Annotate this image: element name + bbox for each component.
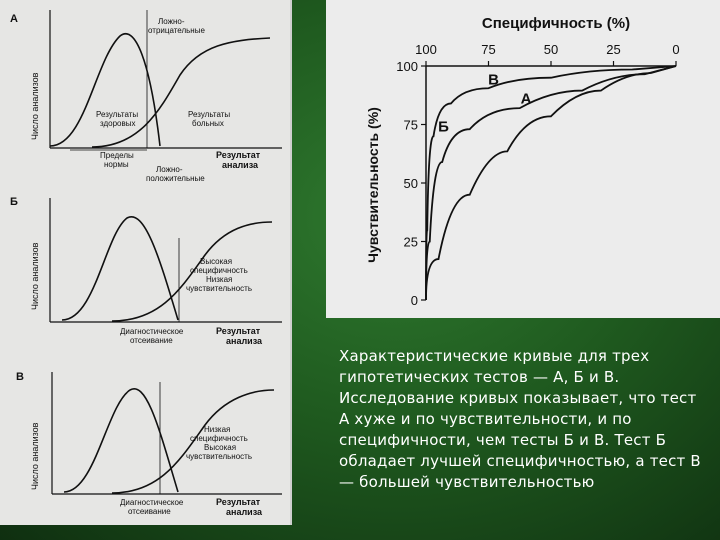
panel-a-label-normal-range: Пределы нормы — [100, 151, 134, 169]
roc-y-tick-label: 50 — [403, 176, 418, 191]
panel-a-healthy-curve — [50, 34, 160, 146]
roc-chart-title: Специфичность (%) — [481, 15, 631, 32]
roc-axes — [396, 42, 679, 308]
panel-c-label-screening: Диагностическое отсеивание — [120, 498, 184, 516]
panel-c-label-sensitivity: Низкая специфичность Высокая чувствительность — [186, 425, 253, 461]
panel-a-label-healthy: Результаты здоровых — [96, 110, 139, 128]
roc-curve-А — [426, 66, 676, 300]
panel-b-xlabel: Результат анализа — [216, 326, 263, 346]
roc-x-tick-label: 50 — [543, 42, 559, 57]
roc-x-tick-label: 75 — [481, 42, 496, 57]
panel-b-label-specificity: Высокая специфичность Низкая чувствительность — [186, 257, 253, 293]
roc-curve-label: А — [520, 90, 532, 108]
roc-x-tick-label: 0 — [672, 42, 680, 57]
roc-curve-Б — [426, 66, 676, 300]
roc-curve-label: Б — [438, 118, 449, 136]
roc-series — [426, 66, 676, 300]
panel-b-ylabel: Число анализов — [30, 242, 40, 310]
roc-chart-panel — [326, 0, 720, 318]
panel-a — [10, 10, 282, 183]
roc-x-tick-label: 100 — [415, 42, 437, 57]
panel-b — [10, 196, 282, 346]
roc-curve-В — [426, 66, 676, 300]
roc-curve-label: В — [488, 71, 499, 89]
distribution-figures-svg — [0, 0, 290, 525]
distribution-figures-panel — [0, 0, 292, 525]
figure-caption: Характеристические кривые для трех гипотетических тестов — А, Б и В. Исследование кривых показывает, что тест А хуже и по чувствительности, и по специфичности, чем тесты Б и В. Тест Б обладает лучшей специфичностью, а тест В — большей чувствительностью — [339, 347, 701, 491]
panel-a-letter: А — [10, 13, 18, 25]
roc-y-tick-label: 100 — [396, 59, 418, 74]
roc-y-tick-label: 75 — [403, 117, 418, 133]
roc-x-tick-label: 25 — [606, 42, 621, 57]
panel-c-ylabel: Число анализов — [30, 422, 40, 490]
panel-a-label-ill: Результаты больных — [188, 110, 231, 128]
panel-c-letter: В — [16, 371, 24, 383]
roc-y-tick-label: 0 — [410, 293, 418, 308]
roc-chart-ylabel: Чувствительность (%) — [365, 107, 381, 263]
panel-b-label-screening: Диагностическое отсеивание — [120, 327, 184, 345]
panel-a-xlabel: Результат анализа — [216, 150, 261, 170]
panel-b-healthy-curve — [62, 217, 178, 320]
panel-c — [16, 371, 282, 517]
panel-c-xlabel: Результат анализа — [216, 497, 263, 517]
panel-a-ylabel: Число анализов — [30, 72, 40, 140]
panel-a-label-false-negative: Ложно- отрицательные — [148, 17, 205, 35]
panel-a-ill-curve — [92, 38, 270, 147]
panel-b-letter: Б — [10, 196, 18, 208]
roc-chart — [326, 0, 720, 318]
roc-y-tick-label: 25 — [403, 234, 418, 250]
panel-a-label-false-positive: Ложно- положительные — [146, 165, 205, 183]
